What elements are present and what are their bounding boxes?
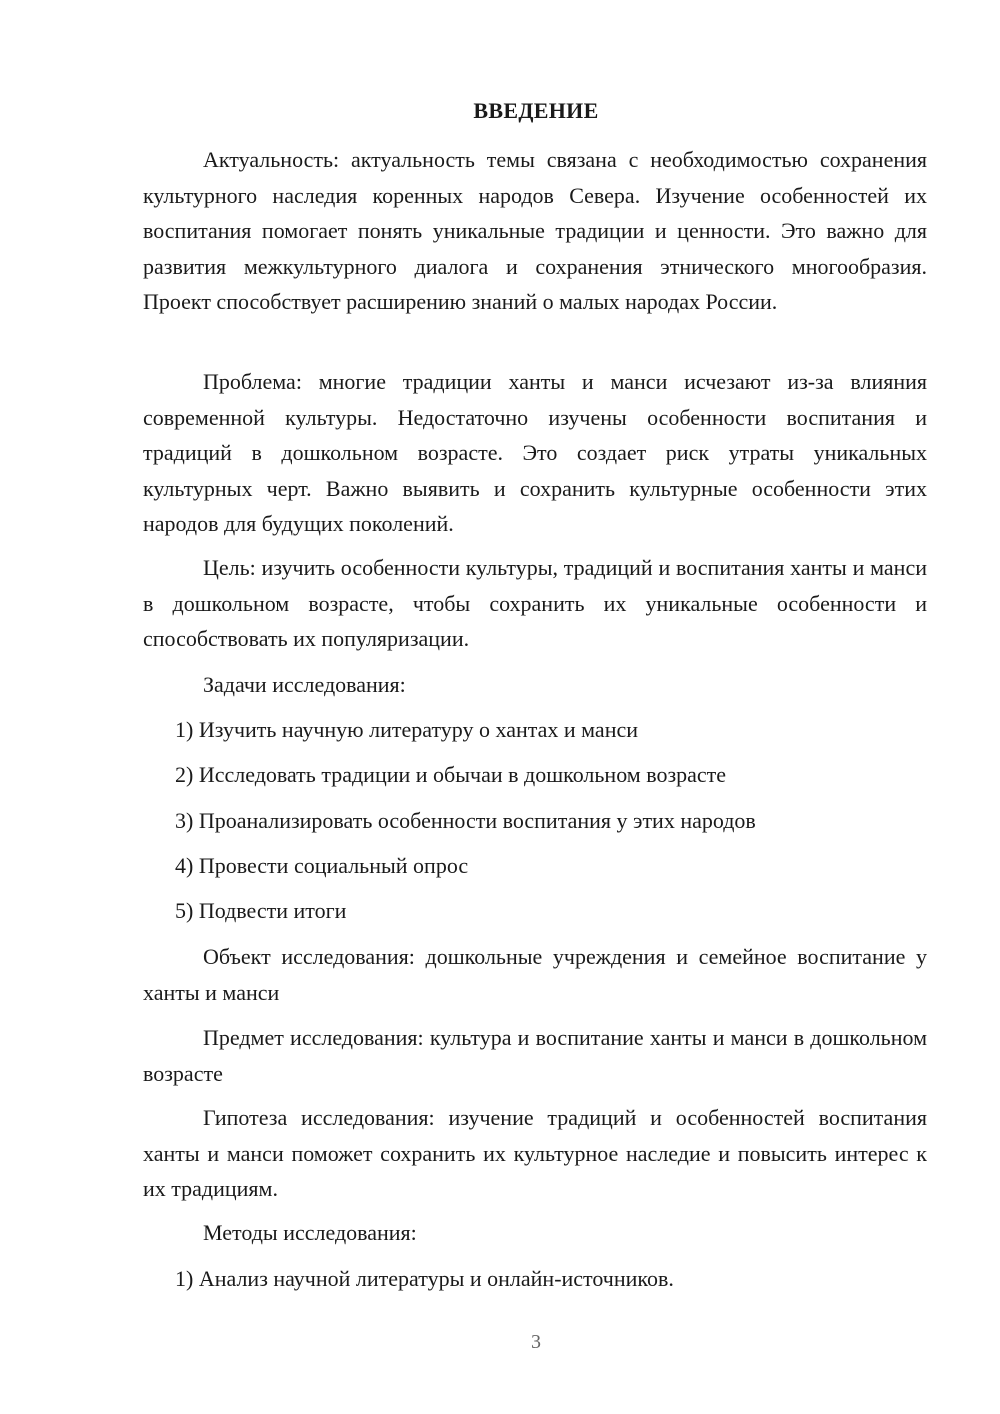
task-item: 2) Исследовать традиции и обычаи в дошкольном возрасте <box>175 762 727 787</box>
subject-paragraph: Предмет исследования: культура и воспитание ханты и манси в дошкольном возрасте <box>143 1025 927 1086</box>
task-item: 3) Проанализировать особенности воспитания у этих народов <box>175 808 756 833</box>
relevance-paragraph: Актуальность: актуальность темы связана с необходимостью сохранения культурного наследия коренных народов Севера. Изучение особенностей их воспитания помогает понять уникальные традиции и ценности. Это важно для развития межкультурного диалога и сохранения этнического многообразия. Проект способствует расширению знаний о малых народах России. <box>143 147 927 314</box>
task-item: 4) Провести социальный опрос <box>175 853 469 878</box>
task-item: 1) Изучить научную литературу о хантах и манси <box>175 717 638 742</box>
hypothesis-paragraph: Гипотеза исследования: изучение традиций и особенностей воспитания ханты и манси поможет сохранить их культурное наследие и повысить интерес к их традициям. <box>143 1105 927 1201</box>
page-number: 3 <box>531 1331 541 1353</box>
tasks-title: Задачи исследования: <box>203 672 406 697</box>
methods-title: Методы исследования: <box>203 1220 417 1245</box>
goal-paragraph: Цель: изучить особенности культуры, традиций и воспитания ханты и манси в дошкольном возрасте, чтобы сохранить их уникальные особенности и способствовать их популяризации. <box>143 555 927 651</box>
object-paragraph: Объект исследования: дошкольные учреждения и семейное воспитание у ханты и манси <box>143 944 927 1005</box>
task-item: 5) Подвести итоги <box>175 898 347 923</box>
problem-paragraph: Проблема: многие традиции ханты и манси исчезают из-за влияния современной культуры. Недостаточно изучены особенности воспитания и традиций в дошкольном возрасте. Это создает риск утраты уникальных культурных черт. Важно выявить и сохранить культурные особенности этих народов для будущих поколений. <box>143 369 927 536</box>
section-heading: ВВЕДЕНИЕ <box>473 98 599 123</box>
method-item: 1) Анализ научной литературы и онлайн-источников. <box>175 1266 674 1291</box>
